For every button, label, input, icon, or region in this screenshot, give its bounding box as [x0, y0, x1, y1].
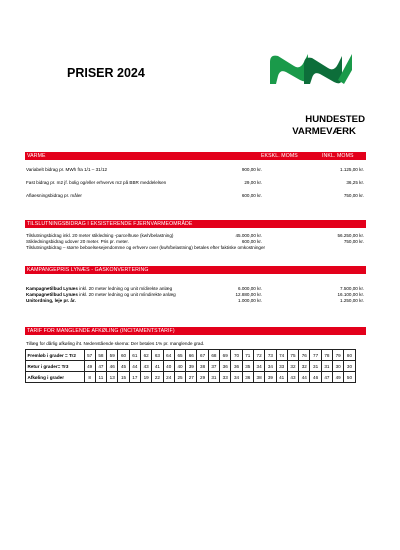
tarif-cell: 17 [129, 372, 140, 383]
tarif-row-fremlob [26, 350, 356, 361]
kampagne-row-ex: 1.000,00 kr. [237, 298, 262, 303]
varme-col-inkl-moms: INKL. MOMS [322, 153, 354, 159]
tarif-cell: 72 [253, 350, 264, 361]
tarif-cell: 78 [321, 350, 332, 361]
tarif-cell: 19 [140, 372, 151, 383]
tarif-cell: 22 [152, 372, 163, 383]
tarif-cell: 68 [208, 350, 219, 361]
kampagne-row-ex: 12.880,00 kr. [235, 292, 262, 297]
tarif-cell: 44 [299, 372, 310, 383]
tarif-cell: 39 [186, 361, 197, 372]
tarif-cell: 79 [333, 350, 344, 361]
tarif-cell: 27 [186, 372, 197, 383]
tilslutning-row-ex: 600,00 kr. [241, 239, 262, 244]
tarif-row-label: Fremløb i grader = Tr2 [26, 350, 85, 361]
tarif-cell: 39 [265, 372, 276, 383]
tarif-cell: 33 [220, 372, 231, 383]
varme-row-label: Fast bidrag pr. m2 jf. bolig og/eller erhvervs m2 på BBR meddelelsen [26, 180, 167, 185]
tarif-cell: 30 [344, 361, 355, 372]
tarif-cell: 41 [152, 361, 163, 372]
kampagne-row [26, 292, 176, 297]
tarif-cell: 47 [321, 372, 332, 383]
tarif-cell: 70 [231, 350, 242, 361]
tarif-cell: 46 [310, 372, 321, 383]
tarif-row-retur [26, 361, 356, 372]
tarif-cell: 15 [118, 372, 129, 383]
kampagne-title: KAMPANGEPRIS LYNÆS - GASKONVERTERING [27, 267, 149, 273]
varme-row-inc: 1.125,00 kr. [339, 167, 364, 172]
company-name-line2: VARMEVÆRK [292, 126, 356, 137]
tarif-cell: 38 [253, 372, 264, 383]
tarif-cell: 50 [344, 372, 355, 383]
tarif-cell: 8 [84, 372, 95, 383]
varme-row-ex: 29,00 kr. [244, 180, 262, 185]
tilslutning-row-inc: 750,00 kr. [343, 239, 364, 244]
kampagne-row-bold: Kampagnetilbud Lynæs [26, 286, 78, 291]
tarif-cell: 40 [174, 361, 185, 372]
tarif-cell: 65 [174, 350, 185, 361]
tarif-cell: 34 [231, 372, 242, 383]
tarif-table [25, 349, 356, 383]
tarif-cell: 38 [197, 361, 208, 372]
section-header-kampagne [25, 266, 366, 274]
page-title: PRISER 2024 [67, 66, 145, 80]
section-header-tarif [25, 327, 366, 335]
tarif-cell: 75 [287, 350, 298, 361]
tarif-row-label: Retur i grader= Tr3 [26, 361, 85, 372]
kampagne-row-inc: 1.250,00 kr. [339, 298, 364, 303]
tilslutning-title: TILSLUTNINGSBIDRAG I EKSISTERENDE FJERNVARMEOMRÅDE [27, 221, 193, 227]
tarif-cell: 80 [344, 350, 355, 361]
kampagne-row-bold: Unitordning, leje pr. år. [26, 298, 76, 303]
varme-row-ex: 600,00 kr. [241, 193, 262, 198]
tarif-cell: 36 [242, 372, 253, 383]
varme-row-label: Afløesningsbidrag pr. måler [26, 193, 82, 198]
tarif-cell: 58 [95, 350, 106, 361]
kampagne-row [26, 286, 172, 291]
varme-row-ex: 900,00 kr. [241, 167, 262, 172]
company-name [253, 114, 365, 138]
kampagne-row-label: inkl. 20 meter ledning og unit m/indirekte anlæg [77, 292, 176, 297]
section-header-tilslutning [25, 220, 366, 228]
company-name-line1: HUNDESTED [305, 114, 365, 125]
tarif-cell: 11 [95, 372, 106, 383]
tarif-cell: 32 [299, 361, 310, 372]
tarif-cell: 13 [107, 372, 118, 383]
tarif-cell: 61 [129, 350, 140, 361]
tarif-cell: 46 [107, 361, 118, 372]
kampagne-row-label: inkl. 20 meter ledning og unit m/direkte anlæg [77, 286, 173, 291]
tarif-cell: 59 [107, 350, 118, 361]
tarif-cell: 69 [220, 350, 231, 361]
section-header-varme [25, 152, 366, 160]
tarif-cell: 24 [163, 372, 174, 383]
tarif-cell: 25 [174, 372, 185, 383]
tilslutning-row-inc: 56.250,00 kr. [337, 233, 364, 238]
tilslutning-row-label: Stikledningsbidrag udover 20 meter. Pris pr. meter. [26, 239, 129, 244]
tarif-cell: 47 [95, 361, 106, 372]
tarif-cell: 31 [208, 372, 219, 383]
tarif-cell: 35 [242, 361, 253, 372]
tarif-cell: 77 [310, 350, 321, 361]
tarif-cell: 30 [333, 361, 344, 372]
tarif-cell: 32 [287, 361, 298, 372]
tarif-cell: 33 [276, 361, 287, 372]
tarif-cell: 73 [265, 350, 276, 361]
tarif-cell: 76 [299, 350, 310, 361]
tarif-cell: 60 [118, 350, 129, 361]
tarif-cell: 36 [220, 361, 231, 372]
company-logo-icon [268, 50, 354, 90]
varme-row-inc: 36,25 kr. [346, 180, 364, 185]
tarif-cell: 67 [197, 350, 208, 361]
varme-row-inc: 750,00 kr. [343, 193, 364, 198]
tarif-cell: 63 [152, 350, 163, 361]
tarif-cell: 29 [197, 372, 208, 383]
tilslutning-note: Tilslutningsbidrag – større beboelsesejendomme og erhverv over (kwh/belastning) betales efter faktiske omkostninger [26, 245, 266, 250]
tarif-cell: 49 [84, 361, 95, 372]
tarif-note: Tillæg for dårlig afkøling iht. Nedenstående skema: Der betales 1% pr. manglende grad. [26, 341, 205, 346]
tarif-cell: 43 [140, 361, 151, 372]
tarif-cell: 44 [129, 361, 140, 372]
tarif-title: TARIF FOR MANGLENDE AFKØLING (INCITAMENTSTARIF) [27, 328, 175, 334]
kampagne-row-inc: 16.100,00 kr. [337, 292, 364, 297]
varme-title: VARME [27, 153, 46, 159]
tarif-cell: 34 [265, 361, 276, 372]
tarif-cell: 45 [118, 361, 129, 372]
tarif-cell: 31 [310, 361, 321, 372]
kampagne-row-inc: 7.500,00 kr. [339, 286, 364, 291]
kampagne-row-ex: 6.000,00 kr. [237, 286, 262, 291]
tarif-cell: 41 [276, 372, 287, 383]
tarif-cell: 37 [208, 361, 219, 372]
tarif-cell: 71 [242, 350, 253, 361]
tilslutning-row-ex: 45.000,00 kr. [235, 233, 262, 238]
kampagne-row-bold: Kampagnetilbud Lynæs [26, 292, 78, 297]
tarif-cell: 43 [287, 372, 298, 383]
tarif-cell: 49 [333, 372, 344, 383]
tarif-cell: 31 [321, 361, 332, 372]
tarif-cell: 40 [163, 361, 174, 372]
tilslutning-row-label: Tilslutningsbidrag inkl. 20 meter stikledning -parcelhuse (kwh/belastning) [26, 233, 174, 238]
tarif-cell: 64 [163, 350, 174, 361]
varme-col-ex-moms: EKSKL. MOMS [261, 153, 298, 159]
tarif-cell: 36 [231, 361, 242, 372]
tarif-cell: 62 [140, 350, 151, 361]
tarif-cell: 74 [276, 350, 287, 361]
tarif-cell: 66 [186, 350, 197, 361]
tarif-cell: 34 [253, 361, 264, 372]
varme-row-label: Variabelt bidrag pr. MWh fra 1/1 – 31/12 [26, 167, 108, 172]
kampagne-row [26, 298, 76, 303]
tarif-row-label: Afkøling i grader [26, 372, 85, 383]
tarif-cell: 57 [84, 350, 95, 361]
tarif-row-afkoling [26, 372, 356, 383]
